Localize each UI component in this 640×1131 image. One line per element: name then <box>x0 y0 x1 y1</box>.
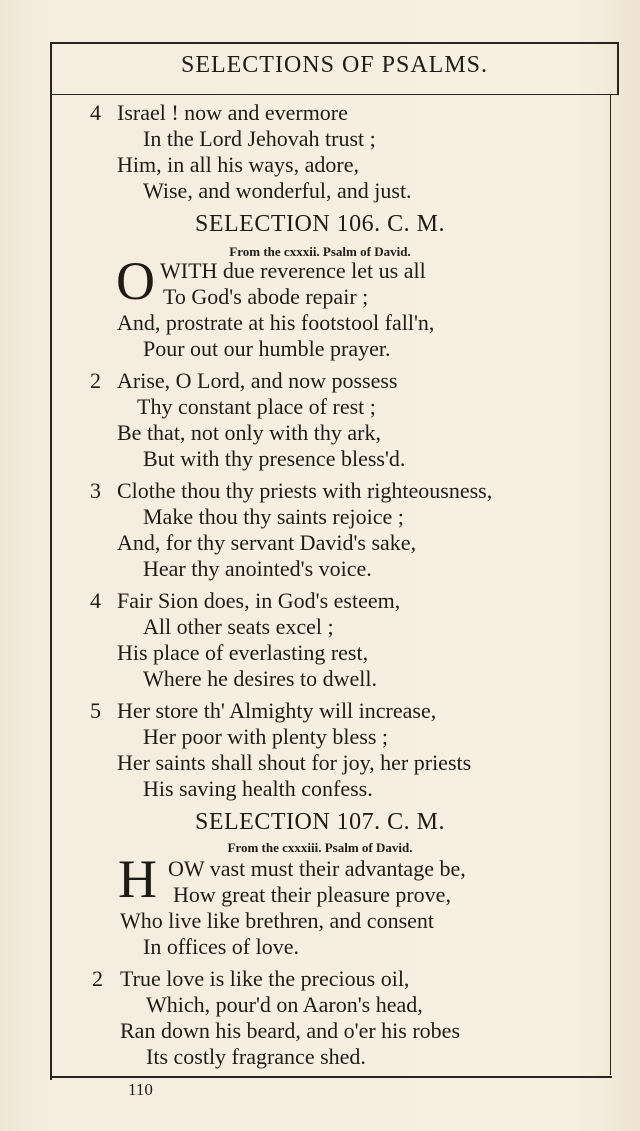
drop-cap: O <box>116 251 155 311</box>
verse-line: All other seats excel ; <box>143 614 334 639</box>
verse-line: Arise, O Lord, and now possess <box>117 368 398 393</box>
verse-line: Her poor with plenty bless ; <box>143 724 389 749</box>
verse-line: Its costly fragrance shed. <box>146 1044 366 1069</box>
verse-line: How great their pleasure prove, <box>173 882 451 907</box>
verse-line: Israel ! now and evermore <box>117 100 348 125</box>
verse-line: But with thy presence bless'd. <box>143 446 406 471</box>
verse-line: Who live like brethren, and consent <box>120 908 435 933</box>
verse-line: And, for thy servant David's sake, <box>117 530 417 555</box>
verse-line: Where he desires to dwell. <box>143 666 377 691</box>
verse-line: Ran down his beard, and o'er his robes <box>120 1018 461 1043</box>
verse-line: His saving health confess. <box>143 776 373 801</box>
verse-line: Hear thy anointed's voice. <box>143 556 372 581</box>
verse-line: And, prostrate at his footstool fall'n, <box>117 310 435 335</box>
verse-line: WITH due reverence let us all <box>160 258 426 283</box>
selection-title: SELECTION 107. C. M. <box>195 809 445 835</box>
verse-number: 5 <box>90 698 101 723</box>
verse-number: 3 <box>90 478 101 503</box>
bottom-rule <box>50 1076 612 1078</box>
verse-number: 4 <box>90 100 101 125</box>
verse-line: OW vast must their advantage be, <box>168 856 466 881</box>
verse-line: Be that, not only with thy ark, <box>117 420 381 445</box>
selection-subtitle: From the cxxxii. Psalm of David. <box>229 244 411 259</box>
verse-number: 2 <box>92 966 103 991</box>
page-header-title: SELECTIONS OF PSALMS. <box>180 52 489 78</box>
verse-line: Fair Sion does, in God's esteem, <box>117 588 401 613</box>
selection-subtitle: From the cxxxiii. Psalm of David. <box>227 840 413 855</box>
page-number: 110 <box>128 1080 153 1099</box>
right-rule <box>610 95 611 1075</box>
verse-line: Her saints shall shout for joy, her priests <box>117 750 472 775</box>
verse-line: His place of everlasting rest, <box>117 640 369 665</box>
verse-line: Her store th' Almighty will increase, <box>117 698 437 723</box>
verse-number: 4 <box>90 588 101 613</box>
selection-title: SELECTION 106. C. M. <box>195 211 445 237</box>
verse-line: Him, in all his ways, adore, <box>117 152 359 177</box>
verse-line: True love is like the precious oil, <box>120 966 410 991</box>
verse-line: Make thou thy saints rejoice ; <box>143 504 404 529</box>
verse-line: Wise, and wonderful, and just. <box>143 178 412 203</box>
verse-line: Pour out our humble prayer. <box>143 336 391 361</box>
verse-line: Thy constant place of rest ; <box>137 394 376 419</box>
header-box <box>50 42 619 95</box>
verse-line: To God's abode repair ; <box>163 284 369 309</box>
verse-line: In offices of love. <box>143 934 299 959</box>
verse-number: 2 <box>90 368 101 393</box>
verse-line: Which, pour'd on Aaron's head, <box>146 992 423 1017</box>
left-rule <box>50 92 52 1080</box>
verse-line: In the Lord Jehovah trust ; <box>143 126 376 151</box>
drop-cap: H <box>118 849 157 909</box>
verse-line: Clothe thou thy priests with righteousness, <box>117 478 493 503</box>
